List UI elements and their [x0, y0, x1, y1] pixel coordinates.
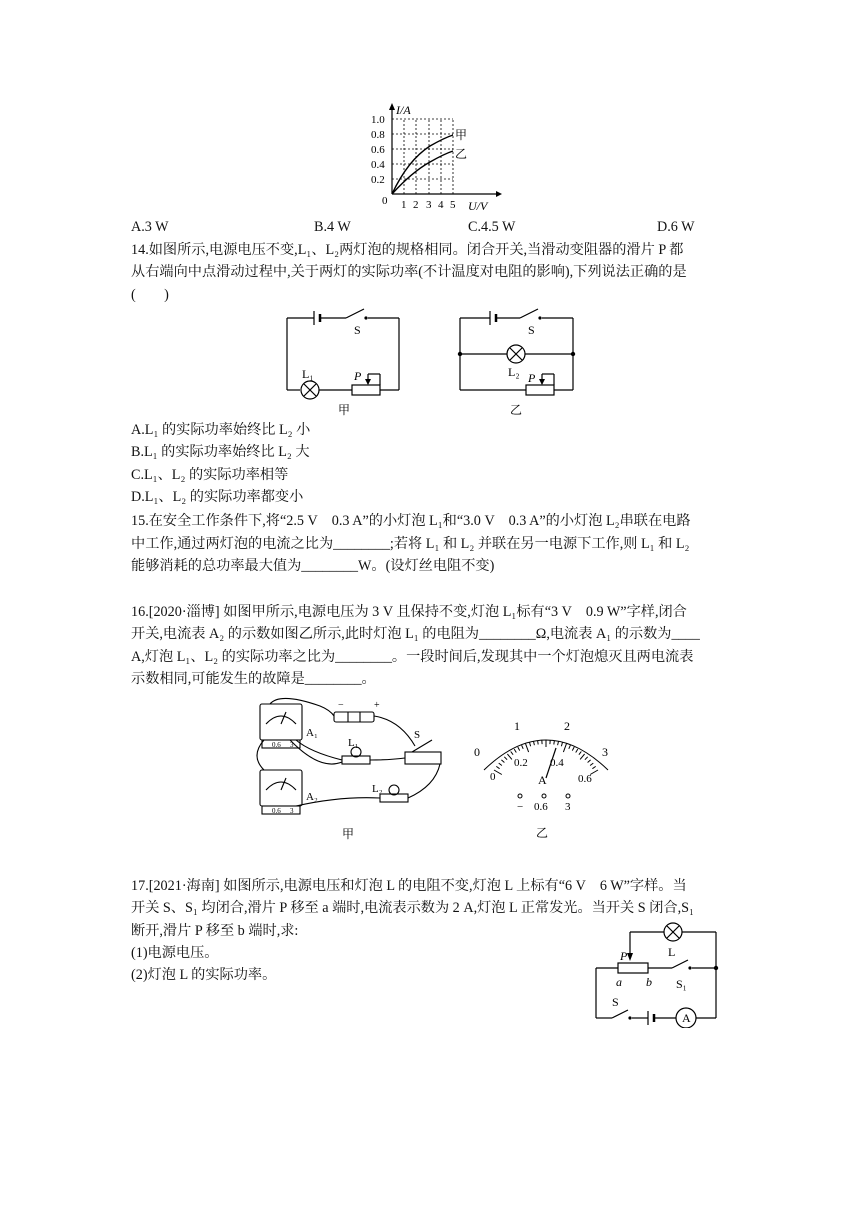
- end-b-label: b: [646, 975, 652, 989]
- dial-tick: [538, 741, 539, 745]
- q15-stem-line: 中工作,通过两灯泡的电流之比为________;若将 L₁ 和 L₂ 并联在另一电源下工作,则 L₁ 和 L₂: [131, 536, 690, 552]
- dial-tick: [514, 749, 516, 752]
- y-tick: 0: [382, 195, 388, 207]
- figure-caption: 甲: [342, 827, 355, 841]
- q17-sub-2: (2)灯泡 L 的实际功率。: [131, 967, 277, 983]
- dial-tick: [588, 760, 591, 763]
- q14-circuit-jia: [280, 306, 410, 418]
- slider-label: P: [528, 371, 536, 385]
- dial-tick: [585, 757, 588, 760]
- dial-tick: [592, 766, 595, 768]
- lamp-l2-label: L₂: [372, 783, 383, 795]
- inner-scale-0: 0: [490, 771, 496, 783]
- lamp-label: L: [668, 945, 676, 959]
- iu-graph: [368, 102, 503, 220]
- q17-stem-line: 17.[2021·海南] 如图所示,电源电压和灯泡 L 的电阻不变,灯泡 L 上标有“6 V 6 W”字样。当: [131, 878, 687, 894]
- terminal-minus: −: [517, 801, 524, 813]
- switch-s1-label: S₁: [676, 977, 687, 991]
- q14-stem-line: ( ): [131, 287, 169, 303]
- q17-sub-1: (1)电源电压。: [131, 945, 219, 961]
- lamp-label: L₂: [508, 365, 520, 379]
- a2-terminal-06: 0.6: [272, 807, 281, 815]
- dial-tick: [572, 747, 574, 751]
- dial-tick: [496, 766, 499, 768]
- dial-tick: [522, 745, 524, 749]
- q17-stem-line: 断开,滑片 P 移至 b 端时,求:: [131, 923, 299, 939]
- q14-circuit-yi: [452, 306, 582, 418]
- outer-scale-1: 1: [514, 719, 520, 733]
- dial-tick: [504, 757, 507, 760]
- q16-stem-line: 开关,电流表 A₂ 的示数如图乙所示,此时灯泡 L₁ 的电阻为________Ω,电流表 A₁ 的示数为____: [131, 626, 700, 642]
- dial-tick: [590, 763, 593, 765]
- dial-tick: [518, 747, 520, 751]
- y-axis-label: I/A: [396, 103, 411, 117]
- terminal-3: 3: [565, 801, 571, 813]
- y-tick: 0.6: [371, 144, 385, 156]
- ammeter-a1-label: A₁: [306, 727, 318, 739]
- dial-tick: [576, 749, 578, 752]
- dial-tick: [579, 752, 581, 755]
- curve-jia-label: 甲: [455, 128, 468, 142]
- curve-yi-label: 乙: [455, 147, 468, 161]
- q13-option-c[interactable]: C.4.5 W: [468, 219, 516, 235]
- dial-tick: [534, 741, 535, 745]
- switch-label: S: [414, 729, 421, 741]
- q14-stem-line: 从右端向中点滑动过程中,关于两灯的实际功率(不计温度对电阻的影响),下列说法正确的是: [131, 264, 687, 280]
- q16-stem-line: 16.[2020·淄博] 如图甲所示,电源电压为 3 V 且保持不变,灯泡 L₁标有“3 V 0.9 W”字样,闭合: [131, 604, 687, 620]
- q17-circuit: [588, 916, 734, 1028]
- q14-option-a[interactable]: A.L₁ 的实际功率始终比 L₂ 小: [131, 422, 311, 438]
- switch-label: S: [528, 323, 535, 337]
- y-tick: 0.2: [371, 174, 385, 186]
- dial-tick: [554, 741, 555, 745]
- outer-scale-2: 2: [564, 719, 570, 733]
- x-axis-label: U/V: [468, 199, 488, 213]
- dial-tick: [511, 752, 513, 755]
- inner-scale-02: 0.2: [514, 757, 528, 769]
- q14-option-b[interactable]: B.L₁ 的实际功率始终比 L₂ 大: [131, 444, 310, 460]
- x-tick: 4: [438, 199, 444, 211]
- inner-scale-06: 0.6: [578, 773, 592, 785]
- outer-scale-0: 0: [474, 745, 480, 759]
- lamp-label: L₁: [302, 367, 314, 381]
- x-tick: 3: [426, 199, 432, 211]
- unit-label: A: [538, 773, 547, 787]
- q13-option-d[interactable]: D.6 W: [657, 219, 695, 235]
- dial-tick: [580, 754, 585, 759]
- dial-tick: [558, 741, 559, 745]
- q14-option-d[interactable]: D.L₁、L₂ 的实际功率都变小: [131, 489, 304, 505]
- dial-tick: [530, 742, 531, 746]
- a2-terminal-3: 3: [290, 807, 294, 815]
- slider-label: P: [354, 369, 362, 383]
- lamp-l1-label: L₁: [348, 737, 359, 749]
- q16-figure-yi: [470, 712, 620, 842]
- switch-label: S: [354, 323, 361, 337]
- dial-tick: [561, 742, 562, 746]
- x-tick: 2: [413, 199, 419, 211]
- q17-stem-line: 开关 S、S₁ 均闭合,滑片 P 移至 a 端时,电流表示数为 2 A,灯泡 L 正常发光。当开关 S 闭合,S₁: [131, 900, 694, 916]
- switch-s-label: S: [612, 995, 619, 1009]
- dial-tick: [507, 754, 512, 759]
- battery-plus: +: [374, 700, 380, 711]
- battery-minus: −: [338, 700, 344, 711]
- x-tick: 5: [450, 199, 456, 211]
- outer-scale-3: 3: [602, 745, 608, 759]
- dial-tick: [501, 760, 504, 763]
- ammeter-a2-label: A₂: [306, 791, 318, 803]
- q16-figure-jia: [250, 696, 450, 846]
- q15-stem-line: 能够消耗的总功率最大值为________W。(设灯丝电阻不变): [131, 558, 495, 574]
- end-a-label: a: [616, 975, 622, 989]
- figure-caption: 乙: [510, 403, 523, 417]
- q16-stem-line: A,灯泡 L₁、L₂ 的实际功率之比为________。一段时间后,发现其中一个灯泡熄灭且两电流表: [131, 649, 694, 665]
- dial-tick: [526, 744, 529, 753]
- ammeter-label: A: [682, 1011, 691, 1025]
- terminal-06: 0.6: [534, 801, 548, 813]
- slider-label: P: [620, 949, 628, 963]
- q14-option-c[interactable]: C.L₁、L₂ 的实际功率相等: [131, 467, 289, 483]
- dial-tick: [499, 763, 502, 765]
- q13-option-b[interactable]: B.4 W: [314, 219, 351, 235]
- y-tick: 0.4: [371, 159, 385, 171]
- x-tick: 1: [401, 199, 407, 211]
- dial-tick: [563, 744, 566, 753]
- q14-stem-line: 14.如图所示,电源电压不变,L₁、L₂两灯泡的规格相同。闭合开关,当滑动变阻器的滑片 P 都: [131, 242, 684, 258]
- q16-stem-line: 示数相同,可能发生的故障是________。: [131, 671, 376, 687]
- q13-option-a[interactable]: A.3 W: [131, 219, 169, 235]
- figure-caption: 甲: [338, 403, 351, 417]
- a1-terminal-06: 0.6: [272, 741, 281, 749]
- figure-caption: 乙: [536, 826, 549, 840]
- y-tick: 0.8: [371, 129, 385, 141]
- dial-tick: [569, 745, 571, 749]
- q15-stem-line: 15.在安全工作条件下,将“2.5 V 0.3 A”的小灯泡 L₁和“3.0 V 0.3 A”的小灯泡 L₂串联在电路: [131, 513, 691, 529]
- inner-scale-04: 0.4: [550, 757, 564, 769]
- y-tick: 1.0: [371, 114, 385, 126]
- curve-yi: [392, 151, 453, 194]
- a1-terminal-3: 3: [290, 741, 294, 749]
